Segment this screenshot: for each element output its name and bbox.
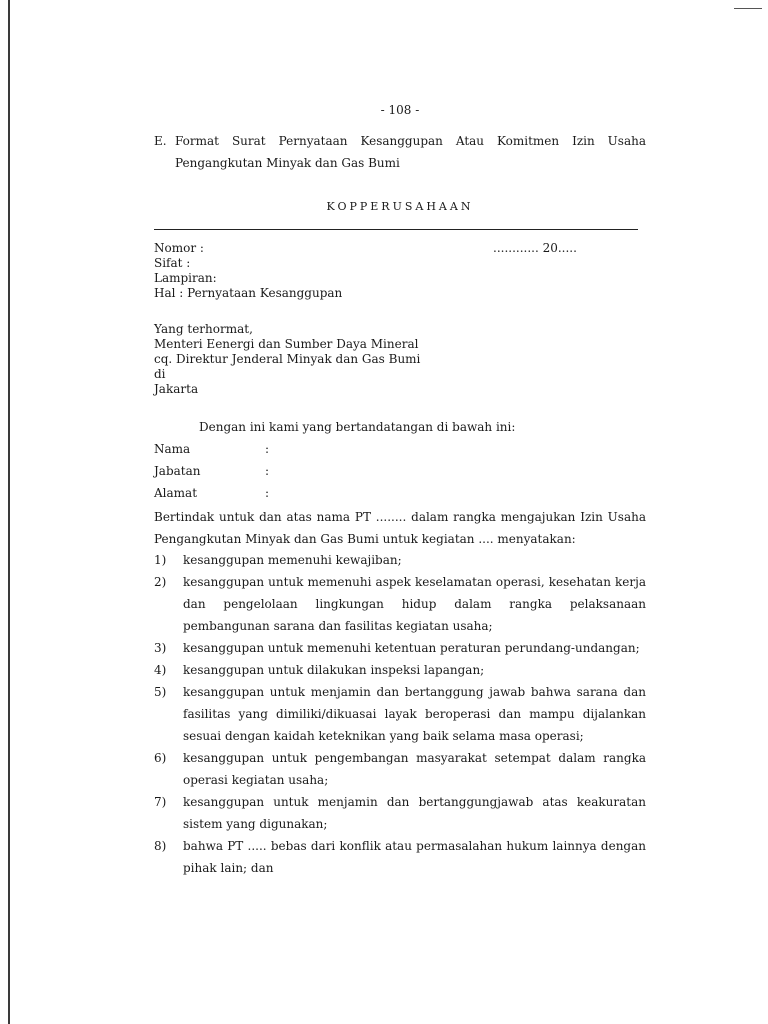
list-item: [154, 681, 646, 747]
scan-edge-line: [8, 0, 10, 1024]
item-text: kesanggupan untuk menjamin dan bertanggungjawab atas keakuratan sistem yang digunakan;: [183, 795, 646, 831]
item-number: 6): [154, 751, 167, 765]
recipient-address: [154, 322, 420, 397]
list-item: [154, 835, 646, 879]
field-colon: :: [265, 486, 270, 500]
page-number: - 108 -: [380, 103, 420, 117]
item-text: kesanggupan memenuhi kewajiban;: [183, 553, 402, 567]
list-item: [154, 791, 646, 835]
item-number: 8): [154, 839, 167, 853]
list-item: [154, 637, 646, 659]
letterhead-rule: [154, 229, 638, 230]
letter-date: ............ 20.....: [493, 241, 577, 255]
list-item: [154, 747, 646, 791]
section-letter: E.: [154, 134, 167, 148]
section-title: Format Surat Pernyataan Kesanggupan Atau Komitmen Izin Usaha Pengangkutan Minyak dan Gas Bumi: [175, 134, 646, 170]
field-label: Jabatan: [154, 464, 201, 478]
list-item: [154, 549, 646, 571]
item-text: bahwa PT ..... bebas dari konflik atau permasalahan hukum lainnya dengan pihak lain; dan: [183, 839, 646, 875]
item-number: 5): [154, 685, 167, 699]
meta-nomor: Nomor :: [154, 241, 204, 255]
opening-sentence: Dengan ini kami yang bertandatangan di bawah ini:: [199, 420, 516, 434]
field-colon: :: [265, 464, 270, 478]
field-colon: :: [265, 442, 270, 456]
address-line: Jakarta: [154, 382, 199, 396]
item-text: kesanggupan untuk memenuhi ketentuan peraturan perundang-undangan;: [183, 641, 640, 655]
item-number: 7): [154, 795, 167, 809]
address-line: Yang terhormat,: [154, 322, 253, 336]
commitment-list: [154, 549, 646, 879]
item-number: 1): [154, 553, 167, 567]
section-heading: [154, 130, 646, 174]
document-page: [154, 0, 646, 1024]
address-line: Menteri Eenergi dan Sumber Daya Mineral: [154, 337, 419, 351]
field-label: Alamat: [154, 486, 198, 500]
item-text: kesanggupan untuk dilakukan inspeksi lapangan;: [183, 663, 485, 677]
item-number: 2): [154, 575, 167, 589]
list-item: [154, 571, 646, 637]
field-label: Nama: [154, 442, 191, 456]
meta-lampiran: Lampiran:: [154, 271, 217, 285]
letterhead: KOPPERUSAHAAN: [326, 200, 474, 213]
item-number: 4): [154, 663, 167, 677]
address-line: cq. Direktur Jenderal Minyak dan Gas Bumi: [154, 352, 421, 366]
list-item: [154, 659, 646, 681]
corner-mark: [734, 8, 762, 9]
address-line: di: [154, 367, 166, 381]
statement-paragraph: Bertindak untuk dan atas nama PT ........ dalam rangka mengajukan Izin Usaha Pengangkutan Minyak dan Gas Bumi untuk kegiatan .... menyatakan:: [154, 510, 646, 546]
meta-sifat: Sifat :: [154, 256, 191, 270]
item-text: kesanggupan untuk menjamin dan bertanggung jawab bahwa sarana dan fasilitas yang dimiliki/dikuasai layak beroperasi dan mampu dijalankan sesuai dengan kaidah keteknikan yang baik selama masa operasi;: [183, 685, 646, 743]
item-text: kesanggupan untuk memenuhi aspek keselamatan operasi, kesehatan kerja dan pengelolaan lingkungan hidup dalam rangka pelaksanaan pembangunan sarana dan fasilitas kegiatan usaha;: [183, 575, 646, 633]
meta-hal: Hal : Pernyataan Kesanggupan: [154, 286, 343, 300]
item-text: kesanggupan untuk pengembangan masyarakat setempat dalam rangka operasi kegiatan usaha;: [183, 751, 646, 787]
item-number: 3): [154, 641, 167, 655]
